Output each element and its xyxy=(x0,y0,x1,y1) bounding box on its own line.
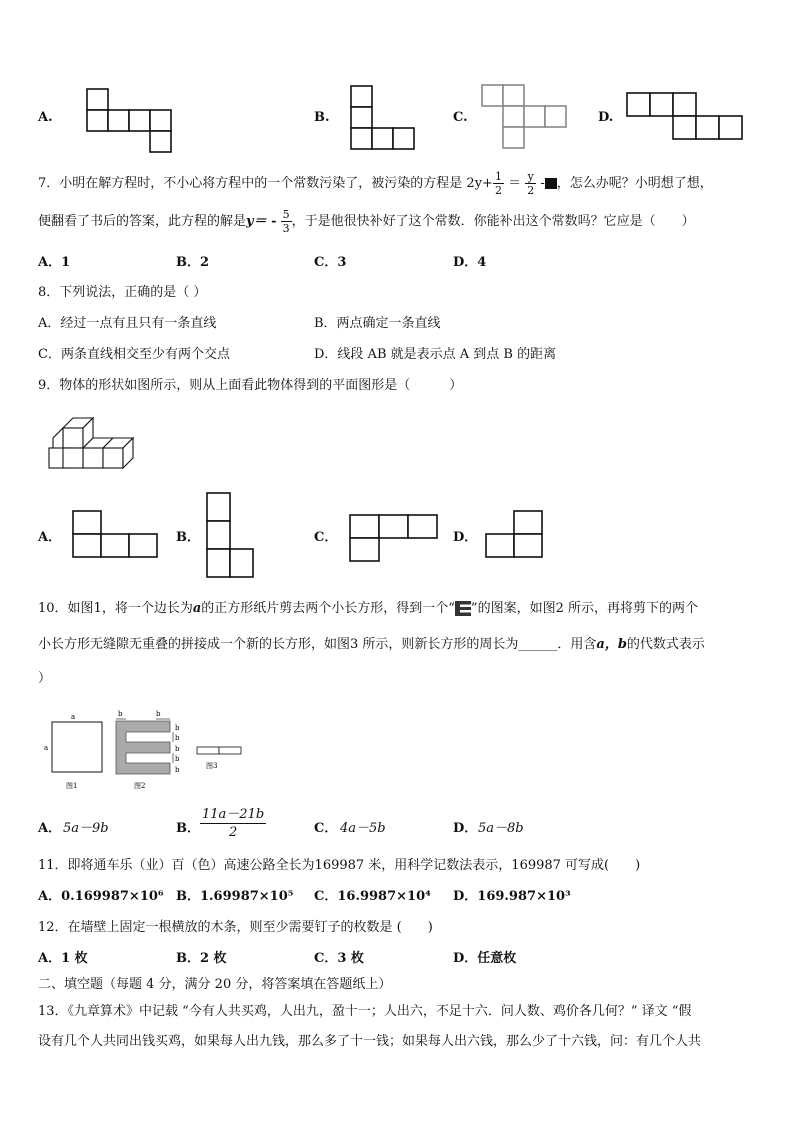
q7-option-d: D．4 xyxy=(453,255,487,270)
fig1-side-label-top: a xyxy=(71,713,76,721)
q10-stem-text-2: 小长方形无缝隙无重叠的拼接成一个新的长方形，如图3 所示，则新长方形的周长为______．用含 xyxy=(38,637,597,652)
q7-stem-text-end: ，怎么办呢？小明想了想， xyxy=(556,176,713,191)
q10-figure-2 xyxy=(112,708,192,792)
q10-line-2 xyxy=(38,633,705,652)
q7-option-b: B．2 xyxy=(176,255,210,270)
fig2-label-b-1: b xyxy=(118,710,123,718)
q7-option-c: C．3 xyxy=(314,255,347,270)
q6-option-c-figure xyxy=(481,84,571,154)
q6-option-b-label: B. xyxy=(314,110,330,125)
q10-option-b-fraction: $\frac{11a-21b}{2}$ xyxy=(202,807,265,840)
q9-option-a-label: A． xyxy=(38,530,62,545)
q10-line-1 xyxy=(38,597,698,616)
q9-option-d-figure xyxy=(485,510,547,560)
fig2-caption: 图2 xyxy=(134,782,146,790)
fig2-label-b-7: b xyxy=(175,766,180,774)
q7-line-2 xyxy=(38,208,695,235)
q8-option-c: C．两条直线相交至少有两个交点 xyxy=(38,347,230,362)
q7-eq-fraction-2: $\frac{y}{2}$ xyxy=(527,170,535,197)
q7-eq-fraction-1: $\frac{1}{2}$ xyxy=(494,170,502,197)
q11-option-d: D．169.987×10³ xyxy=(453,889,571,904)
q7-option-a: A．1 xyxy=(38,255,71,270)
q10-vars: a，b xyxy=(596,637,627,652)
q6-option-c-label: C. xyxy=(453,110,468,125)
q9-solid-figure xyxy=(48,408,143,472)
fig2-label-b-6: b xyxy=(175,755,180,763)
fig1-side-label-left: a xyxy=(44,744,49,752)
ink-blot-icon xyxy=(545,178,557,189)
q10-option-d-label: D． xyxy=(453,821,478,836)
q12-option-d: D．任意枚 xyxy=(453,951,517,966)
q6-option-d-label: D. xyxy=(598,110,614,125)
q9-option-b-label: B． xyxy=(176,530,200,545)
q11-option-c: C．16.9987×10⁴ xyxy=(314,889,431,904)
fig2-label-b-4: b xyxy=(175,734,180,742)
q10-option-a-label: A． xyxy=(38,821,62,836)
q13-line-1: 13．《九章算术》中记载 “今有人共买鸡，人出九，盈十一；人出六，不足十六．问人数、鸡价各几何？” 译文 “假 xyxy=(38,1004,692,1019)
q10-option-d: 5a－8b xyxy=(478,821,524,836)
q7-line-1 xyxy=(38,170,713,197)
q10-line-3: ） xyxy=(38,671,52,686)
q10-option-a: 5a－9b xyxy=(63,821,109,836)
section-heading: 二、填空题（每题 4 分，满分 20 分，将答案填在答题纸上） xyxy=(38,977,392,992)
q13-line-2: 设有几个人共同出钱买鸡，如果每人出九钱，那么多了十一钱；如果每人出六钱，那么少了十六钱，问：有几个人共 xyxy=(38,1034,702,1049)
q7-solution-var: y＝ - xyxy=(246,214,277,229)
q9-option-d-label: D． xyxy=(453,530,478,545)
q6-option-a-figure xyxy=(86,88,176,158)
q6-option-b-figure xyxy=(350,85,420,155)
q7-stem-text: 7．小明在解方程时，不小心将方程中的一个常数污染了，被污染的方程是 xyxy=(38,176,463,191)
q12-option-c: C．3 枚 xyxy=(314,951,364,966)
fig2-label-b-3: b xyxy=(175,724,180,732)
q7-eq-minus: - xyxy=(540,176,545,191)
q10-stem-text-2-end: 的代数式表示 xyxy=(626,637,705,652)
q10-figure-1 xyxy=(44,712,114,792)
q11-stem: 11．即将通车乐（业）百（色）高速公路全长为169987 米，用科学记数法表示，169987 可写成( ) xyxy=(38,858,641,873)
q8-stem: 8．下列说法，正确的是（ ） xyxy=(38,285,207,300)
q10-var-a: a xyxy=(192,601,202,616)
q11-option-b: B．1.69987×10⁵ xyxy=(176,889,294,904)
q7-solution-fraction: $\frac{5}{3}$ xyxy=(282,208,290,235)
q10-stem-text: 10．如图1，将一个边长为 xyxy=(38,601,193,616)
q10-option-c: 4a－5b xyxy=(340,821,386,836)
q6-option-d-figure xyxy=(626,92,746,144)
q7-eq-left: 2y+ xyxy=(466,176,493,191)
q8-option-b: B．两点确定一条直线 xyxy=(314,316,441,331)
q6-option-a-label: A. xyxy=(38,110,53,125)
q9-stem: 9．物体的形状如图所示，则从上面看此物体得到的平面图形是（ ） xyxy=(38,378,463,393)
q12-stem: 12．在墙壁上固定一根横放的木条，则至少需要钉子的枚数是 ( ) xyxy=(38,920,433,935)
q9-option-b-figure xyxy=(206,492,256,580)
q9-option-c-label: C． xyxy=(314,530,338,545)
q7-stem-text-2: 便翻看了书后的答案，此方程的解是 xyxy=(38,214,247,229)
fig2-label-b-5: b xyxy=(175,745,180,753)
q11-option-a: A．0.169987×10⁶ xyxy=(38,889,164,904)
q9-option-a-figure xyxy=(72,510,162,560)
q10-stem-text-mid: 的正方形纸片剪去两个小长方形，得到一个“ xyxy=(201,601,455,616)
e-shape-icon xyxy=(455,601,471,616)
q12-option-b: B．2 枚 xyxy=(176,951,227,966)
q7-eq-equals: ＝ xyxy=(508,176,522,191)
q12-option-a: A．1 枚 xyxy=(38,951,88,966)
fig1-caption: 图1 xyxy=(66,782,78,790)
q10-figure-3 xyxy=(196,740,248,792)
q8-option-d: D．线段 AB 就是表示点 A 到点 B 的距离 xyxy=(314,347,557,362)
q10-stem-text-end: ”的图案，如图2 所示，再将剪下的两个 xyxy=(470,601,698,616)
q10-option-b-label: B． xyxy=(176,821,200,836)
q8-option-a: A．经过一点有且只有一条直线 xyxy=(38,316,217,331)
q9-option-c-figure xyxy=(349,514,441,564)
fig2-label-b-2: b xyxy=(156,710,161,718)
fig3-caption: 图3 xyxy=(206,762,218,770)
q10-option-c-label: C． xyxy=(314,821,338,836)
q7-stem-text-2-end: ，于是他很快补好了这个常数．你能补出这个常数吗？它应是（ ） xyxy=(291,214,695,229)
